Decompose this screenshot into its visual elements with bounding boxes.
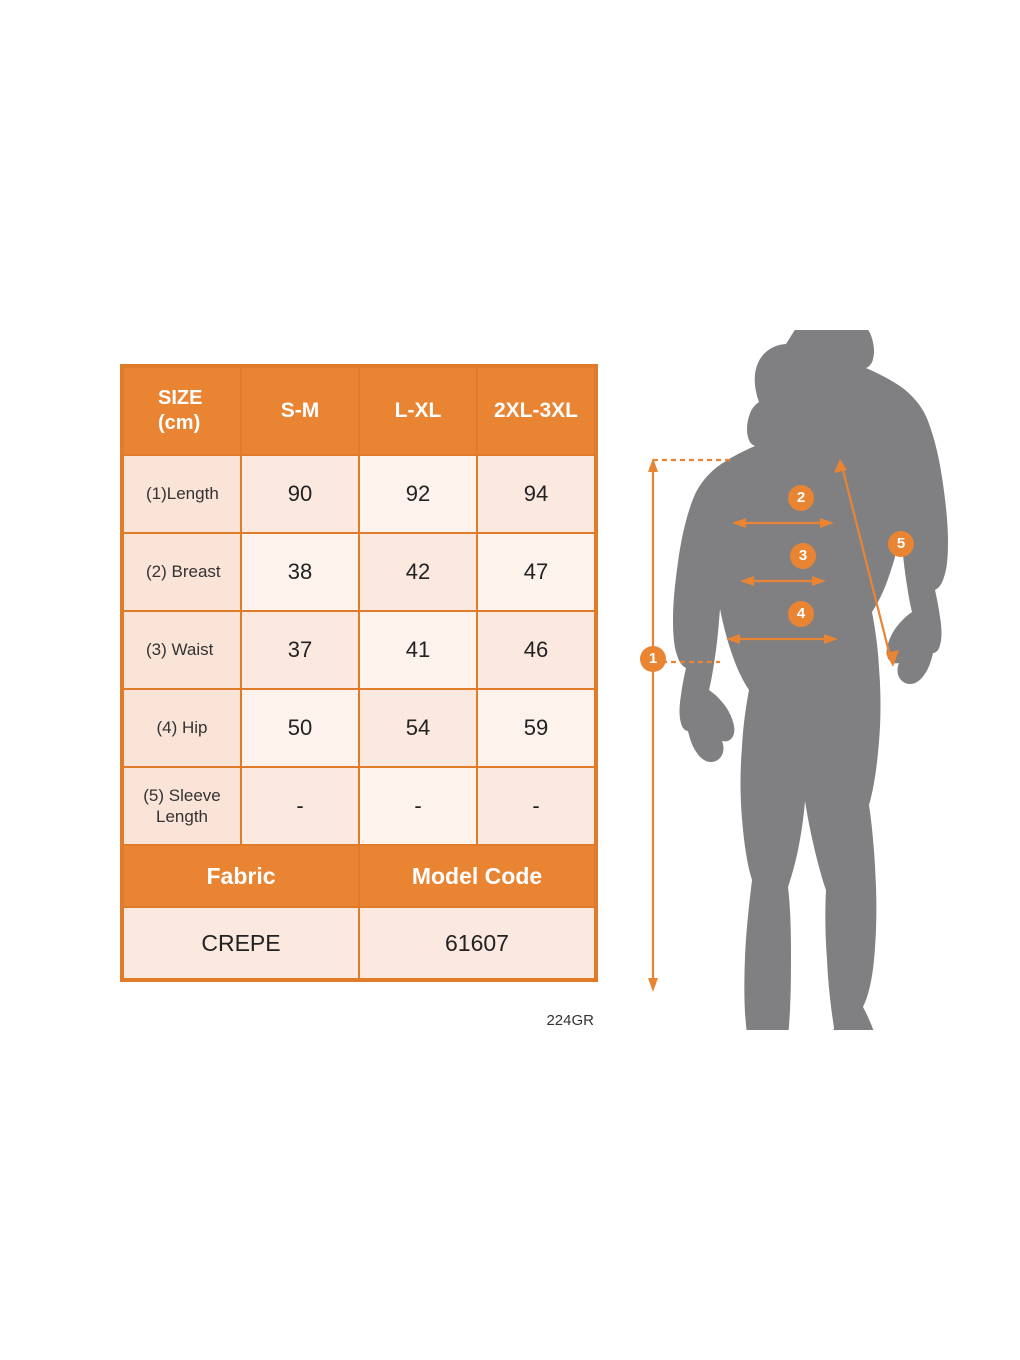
size-unit-header-line1: SIZE <box>158 387 203 409</box>
cell-breast-lxl: 42 <box>359 533 477 611</box>
model-code-header: Model Code <box>359 845 595 907</box>
marker-badge-1: 1 <box>640 646 666 672</box>
table-row <box>123 689 595 767</box>
cell-waist-sm: 37 <box>241 611 359 689</box>
weight-note: 224GR <box>546 1012 594 1029</box>
size-table <box>120 364 598 982</box>
fabric-value: CREPE <box>123 907 359 979</box>
table-row <box>123 611 595 689</box>
size-unit-header <box>123 367 241 455</box>
row-label-length: (1)Length <box>123 455 241 533</box>
row-label-hip: (4) Hip <box>123 689 241 767</box>
table-row <box>123 455 595 533</box>
row-label-waist: (3) Waist <box>123 611 241 689</box>
cell-hip-2xl3xl: 59 <box>477 689 595 767</box>
marker-badge-3: 3 <box>790 543 816 569</box>
female-silhouette-icon <box>673 330 948 1030</box>
length-arrow-bottom <box>648 978 658 992</box>
silhouette-svg <box>620 330 960 1030</box>
column-header-1: S-M <box>241 367 359 455</box>
cell-sleeve-lxl: - <box>359 767 477 845</box>
cell-sleeve-sm: - <box>241 767 359 845</box>
cell-length-2xl3xl: 94 <box>477 455 595 533</box>
marker-badge-4: 4 <box>788 601 814 627</box>
table-header-row <box>123 367 595 455</box>
cell-waist-2xl3xl: 46 <box>477 611 595 689</box>
table-row <box>123 533 595 611</box>
table-row <box>123 767 595 845</box>
table-footer-value-row <box>123 907 595 979</box>
fabric-header: Fabric <box>123 845 359 907</box>
cell-length-lxl: 92 <box>359 455 477 533</box>
marker-badge-5: 5 <box>888 531 914 557</box>
column-header-2: L-XL <box>359 367 477 455</box>
model-code-value: 61607 <box>359 907 595 979</box>
size-unit-header-line2: (cm) <box>158 412 201 434</box>
cell-sleeve-2xl3xl: - <box>477 767 595 845</box>
cell-length-sm: 90 <box>241 455 359 533</box>
marker-badge-2: 2 <box>788 485 814 511</box>
table-footer-header-row <box>123 845 595 907</box>
cell-waist-lxl: 41 <box>359 611 477 689</box>
cell-breast-2xl3xl: 47 <box>477 533 595 611</box>
row-label-sleeve-length: (5) Sleeve Length <box>123 767 241 845</box>
row-label-breast: (2) Breast <box>123 533 241 611</box>
model-figure <box>620 330 960 1030</box>
cell-hip-lxl: 54 <box>359 689 477 767</box>
cell-breast-sm: 38 <box>241 533 359 611</box>
column-header-3: 2XL-3XL <box>477 367 595 455</box>
cell-hip-sm: 50 <box>241 689 359 767</box>
